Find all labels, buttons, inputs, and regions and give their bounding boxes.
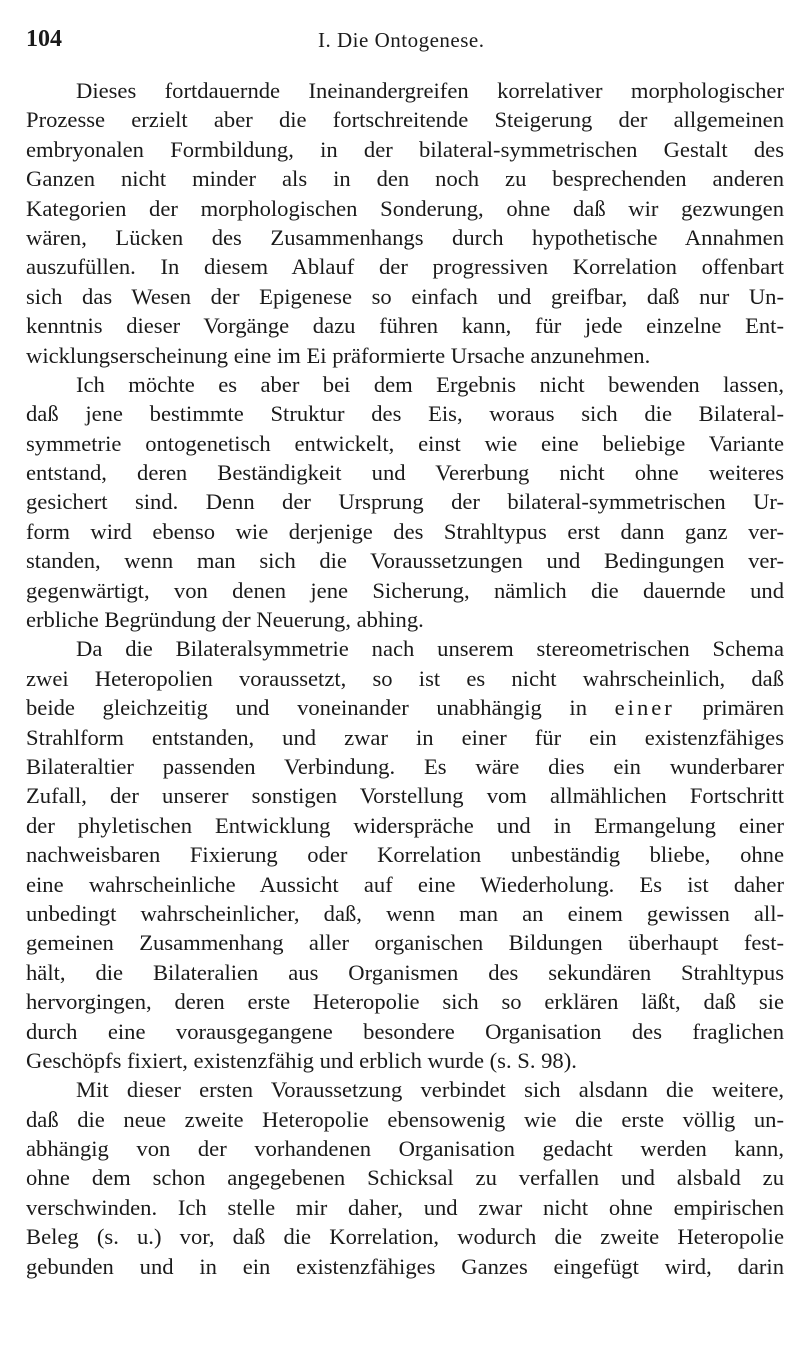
text-line: wären, Lücken des Zusammenhangs durch hypothetische Annahmen	[26, 224, 784, 250]
text-line: gesichert sind. Denn der Ursprung der bilateral-symmetrischen Ur-	[26, 489, 784, 515]
text-line: erbliche Begründung der Neuerung, abhing.	[26, 607, 424, 633]
text-line	[26, 693, 784, 722]
text-line: ohne dem schon angegebenen Schicksal zu verfallen und alsbald zu	[26, 1165, 784, 1191]
text-line: auszufüllen. In diesem Ablauf der progressiven Korrelation offenbart	[26, 254, 784, 280]
text-line: Beleg (s. u.) vor, daß die Korrelation, wodurch die zweite Heteropolie	[26, 1224, 784, 1250]
text-line: eine wahrscheinliche Aussicht auf eine Wiederholung. Es ist daher	[26, 871, 784, 897]
text-line: embryonalen Formbildung, in der bilateral-symmetrischen Gestalt des	[26, 136, 784, 162]
text-line: Kategorien der morphologischen Sonderung, ohne daß wir gezwungen	[26, 195, 784, 221]
text-line: Prozesse erzielt aber die fortschreitende Steigerung der allgemeinen	[26, 107, 784, 133]
text-line: Mit dieser ersten Voraussetzung verbindet sich alsdann die weitere,	[76, 1077, 784, 1103]
text-line: form wird ebenso wie derjenige des Strahltypus erst dann ganz ver-	[26, 518, 784, 544]
text-line: wicklungserscheinung eine im Ei präformierte Ursache anzunehmen.	[26, 342, 651, 368]
text-line: Bilateraltier passenden Verbindung. Es wäre dies ein wunderbarer	[26, 753, 784, 779]
page-number: 104	[26, 26, 62, 52]
page-header	[26, 24, 776, 58]
text-line: sich das Wesen der Epigenese so einfach und greifbar, daß nur Un-	[26, 283, 784, 309]
body-text	[26, 76, 784, 1281]
text-line: gebunden und in ein existenzfähiges Ganzes eingefügt wird, darin	[26, 1253, 784, 1279]
text-line: Geschöpfs fixiert, existenzfähig und erblich wurde (s. S. 98).	[26, 1047, 577, 1073]
text-line: symmetrie ontogenetisch entwickelt, einst wie eine beliebige Variante	[26, 430, 784, 456]
text-line: nachweisbaren Fixierung oder Korrelation unbeständig bliebe, ohne	[26, 842, 784, 868]
text-segment: beide gleichzeitig und voneinander unabhängig in	[26, 695, 588, 721]
text-line: der phyletischen Entwicklung widerspräche und in Ermangelung einer	[26, 812, 784, 838]
text-line: hält, die Bilateralien aus Organismen des sekundären Strahltypus	[26, 959, 784, 985]
text-line: verschwinden. Ich stelle mir daher, und zwar nicht ohne empirischen	[26, 1194, 784, 1220]
text-line: Zufall, der unserer sonstigen Vorstellung vom allmählichen Fortschritt	[26, 783, 784, 809]
emphasized-word: einer	[614, 695, 675, 721]
text-line: kenntnis dieser Vorgänge dazu führen kann, für jede einzelne Ent-	[26, 313, 784, 339]
text-segment: primären	[702, 695, 784, 721]
text-line: Da die Bilateralsymmetrie nach unserem stereometrischen Schema	[76, 636, 784, 662]
text-line: abhängig von der vorhandenen Organisation gedacht werden kann,	[26, 1136, 784, 1162]
running-title: I. Die Ontogenese.	[318, 28, 485, 52]
text-line: Strahlform entstanden, und zwar in einer für ein existenzfähiges	[26, 724, 784, 750]
text-line: Ich möchte es aber bei dem Ergebnis nicht bewenden lassen,	[76, 371, 784, 397]
text-line: Ganzen nicht minder als in den noch zu besprechenden anderen	[26, 166, 784, 192]
text-line: entstand, deren Beständigkeit und Vererbung nicht ohne weiteres	[26, 460, 784, 486]
text-line: standen, wenn man sich die Voraussetzungen und Bedingungen ver-	[26, 548, 784, 574]
text-line: gemeinen Zusammenhang aller organischen Bildungen überhaupt fest-	[26, 930, 784, 956]
text-line: hervorgingen, deren erste Heteropolie sich so erklären läßt, daß sie	[26, 989, 784, 1015]
text-line: zwei Heteropolien voraussetzt, so ist es nicht wahrscheinlich, daß	[26, 665, 784, 691]
text-line: Dieses fortdauernde Ineinandergreifen korrelativer morphologischer	[76, 78, 784, 103]
text-line: daß jene bestimmte Struktur des Eis, woraus sich die Bilateral-	[26, 401, 784, 427]
text-line: daß die neue zweite Heteropolie ebensowenig wie die erste völlig un-	[26, 1106, 784, 1132]
text-line: durch eine vorausgegangene besondere Organisation des fraglichen	[26, 1018, 784, 1044]
text-line: gegenwärtigt, von denen jene Sicherung, nämlich die dauernde und	[26, 577, 784, 603]
text-line: unbedingt wahrscheinlicher, daß, wenn man an einem gewissen all-	[26, 900, 784, 926]
